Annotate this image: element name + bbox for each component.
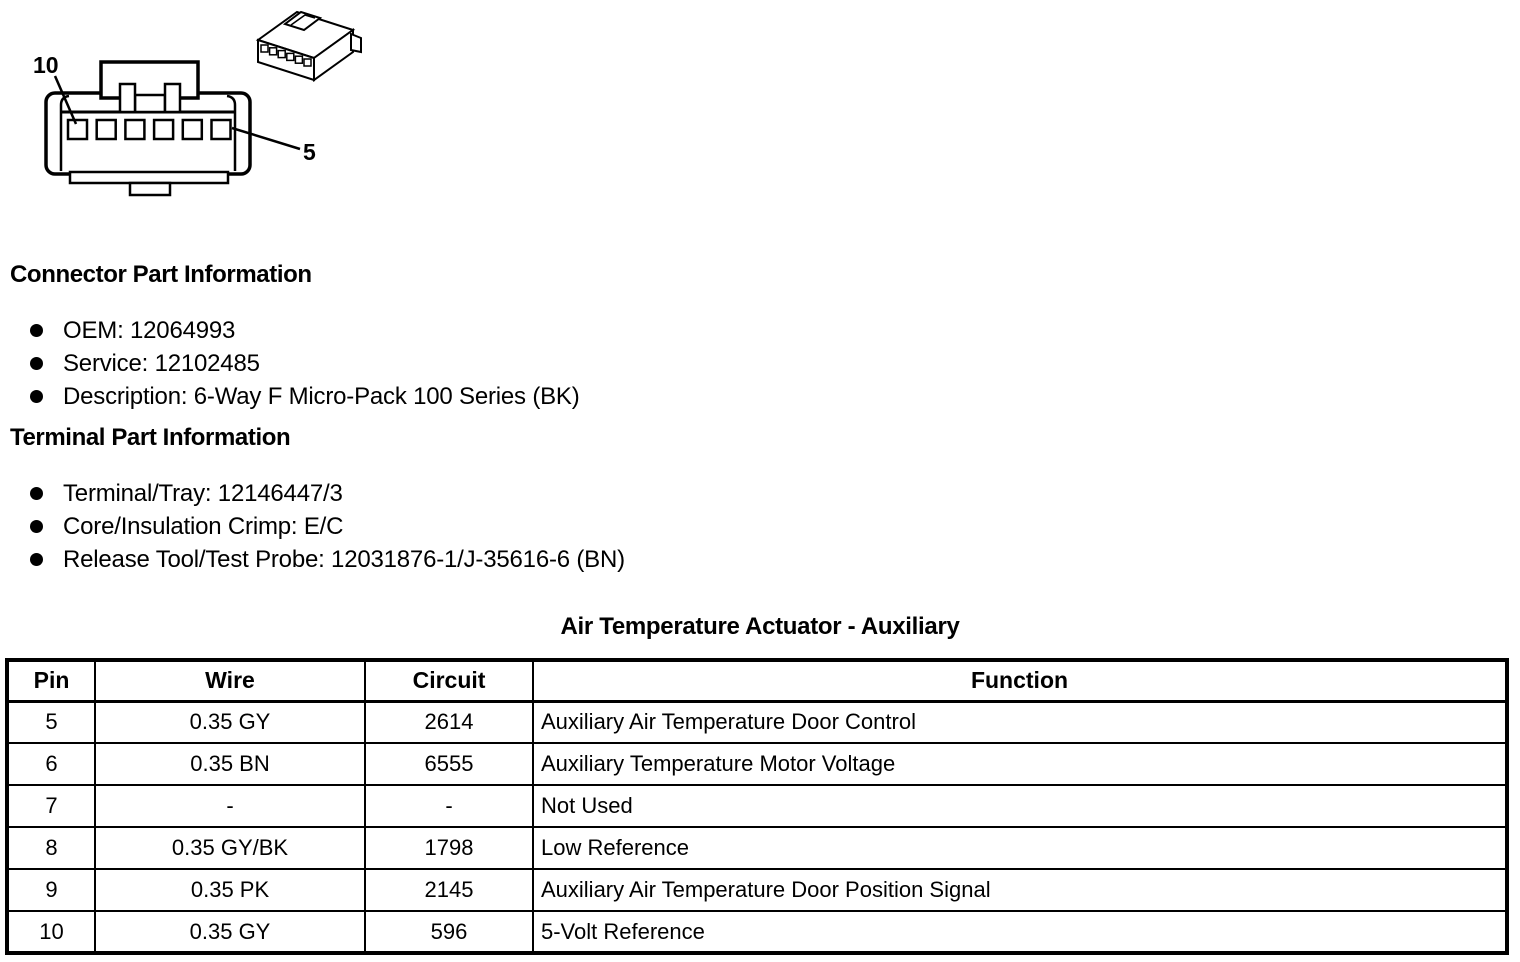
list-item [30, 543, 625, 576]
function-cell: Not Used [533, 785, 1507, 827]
table-row [7, 911, 1507, 953]
function-cell: Auxiliary Temperature Motor Voltage [533, 743, 1507, 785]
circuit-cell: 2614 [365, 701, 533, 743]
pin-cell: 8 [7, 827, 95, 869]
pin-5-label: 5 [303, 139, 316, 165]
list-item [30, 314, 580, 347]
bullet-icon [30, 357, 43, 370]
connector-part-info-list [30, 314, 580, 413]
pin-cell: 10 [7, 911, 95, 953]
wire-cell: 0.35 GY [95, 911, 365, 953]
terminal-part-info-heading: Terminal Part Information [10, 424, 291, 451]
wire-cell: 0.35 BN [95, 743, 365, 785]
function-cell: Low Reference [533, 827, 1507, 869]
pin-cell: 6 [7, 743, 95, 785]
wire-cell: 0.35 PK [95, 869, 365, 911]
table-header-row [7, 660, 1507, 701]
circuit-cell: 1798 [365, 827, 533, 869]
pin-cell: 7 [7, 785, 95, 827]
connector-diagram [0, 0, 400, 225]
pin-cell: 9 [7, 869, 95, 911]
bullet-icon [30, 324, 43, 337]
pin-10-label: 10 [33, 52, 59, 78]
wire-cell: - [95, 785, 365, 827]
pinout-table [5, 658, 1509, 955]
table-row [7, 743, 1507, 785]
wire-cell: 0.35 GY/BK [95, 827, 365, 869]
list-item [30, 477, 625, 510]
function-cell: Auxiliary Air Temperature Door Position Signal [533, 869, 1507, 911]
circuit-cell: 2145 [365, 869, 533, 911]
bullet-icon [30, 553, 43, 566]
service-number: Service: 12102485 [63, 349, 260, 377]
release-tool-test-probe: Release Tool/Test Probe: 12031876-1/J-35616-6 (BN) [63, 545, 625, 573]
wire-cell: 0.35 GY [95, 701, 365, 743]
circuit-column-header: Circuit [365, 660, 533, 701]
pin-cell: 5 [7, 701, 95, 743]
pin-column-header: Pin [7, 660, 95, 701]
connector-front-view [46, 62, 300, 195]
circuit-cell: 6555 [365, 743, 533, 785]
table-row [7, 785, 1507, 827]
bullet-icon [30, 520, 43, 533]
bullet-icon [30, 390, 43, 403]
connector-part-info-heading: Connector Part Information [10, 261, 312, 288]
function-column-header: Function [533, 660, 1507, 701]
connector-isometric-view [258, 12, 361, 80]
list-item [30, 347, 580, 380]
circuit-cell: 596 [365, 911, 533, 953]
connector-description: Description: 6-Way F Micro-Pack 100 Series (BK) [63, 382, 580, 410]
circuit-cell: - [365, 785, 533, 827]
connector-diagram-svg [0, 0, 400, 225]
list-item [30, 380, 580, 413]
table-row [7, 869, 1507, 911]
pinout-table-title: Air Temperature Actuator - Auxiliary [560, 613, 960, 640]
oem-number: OEM: 12064993 [63, 316, 236, 344]
table-row [7, 827, 1507, 869]
function-cell: Auxiliary Air Temperature Door Control [533, 701, 1507, 743]
terminal-tray: Terminal/Tray: 12146447/3 [63, 479, 343, 507]
table-row [7, 701, 1507, 743]
function-cell: 5-Volt Reference [533, 911, 1507, 953]
core-insulation-crimp: Core/Insulation Crimp: E/C [63, 512, 344, 540]
terminal-part-info-list [30, 477, 625, 576]
list-item [30, 510, 625, 543]
wire-column-header: Wire [95, 660, 365, 701]
bullet-icon [30, 487, 43, 500]
